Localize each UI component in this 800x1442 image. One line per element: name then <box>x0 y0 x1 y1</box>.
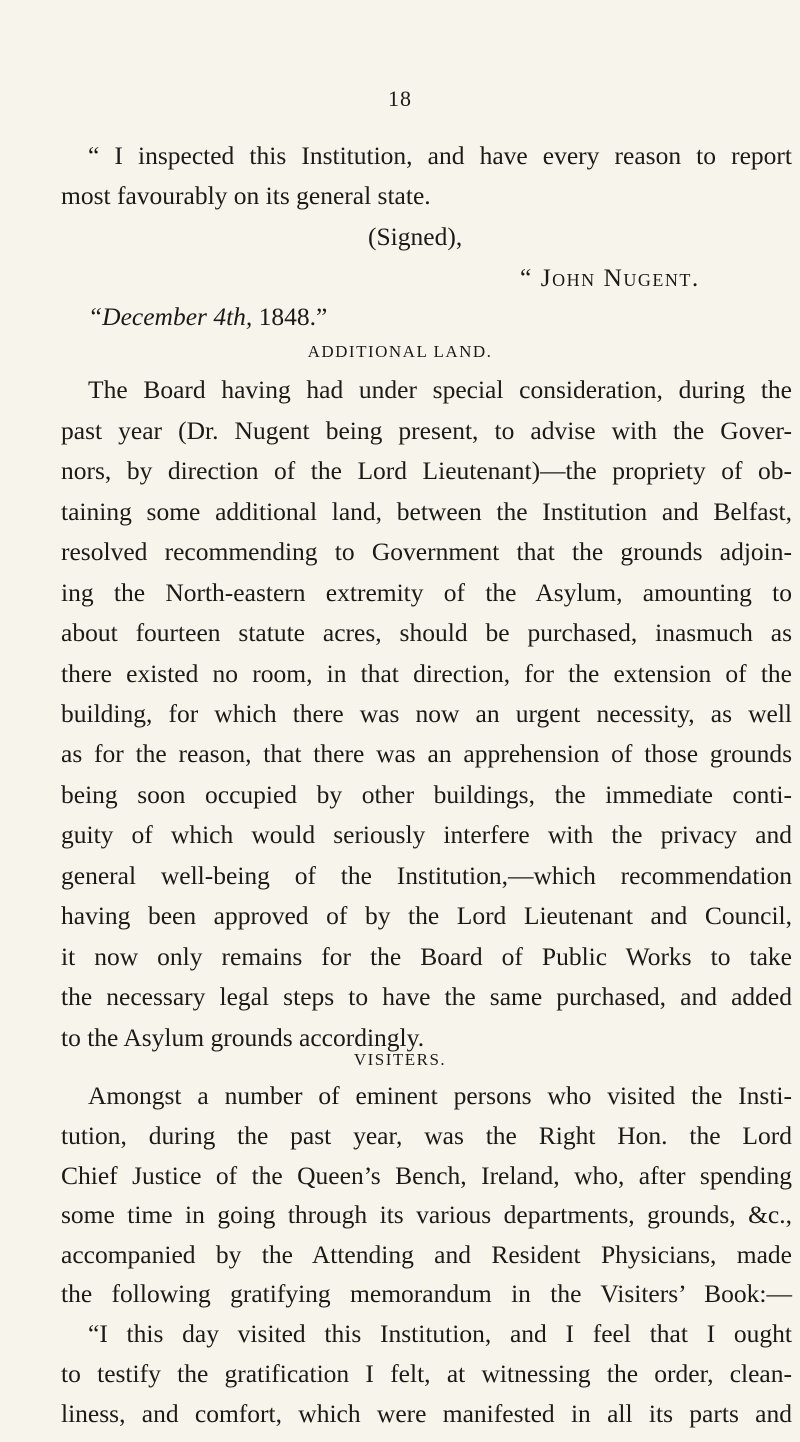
land-line-10: as for the reason, that there was an apprehension of those grounds <box>61 739 792 768</box>
report-line-1: “ I inspected this Institution, and have every reason to report <box>88 141 792 170</box>
land-line-5: resolved recommending to Government that the grounds adjoin- <box>61 537 792 566</box>
land-line-13: general well-being of the Institution,—which recommendation <box>61 861 792 890</box>
visiters-line-5: accompanied by the Attending and Resident Physicians, made <box>61 1240 792 1269</box>
visiters-line-6: the following gratifying memorandum in the Visiters’ Book:— <box>61 1279 792 1308</box>
heading-additional-land: ADDITIONAL LAND. <box>307 342 493 361</box>
visiters-line-3: Chief Justice of the Queen’s Bench, Ireland, who, after spending <box>61 1161 792 1190</box>
land-line-14: having been approved of by the Lord Lieutenant and Council, <box>61 901 792 930</box>
land-line-7: about fourteen statute acres, should be purchased, inasmuch as <box>61 618 792 647</box>
land-line-16: the necessary legal steps to have the same purchased, and added <box>61 982 792 1011</box>
land-line-2: past year (Dr. Nugent being present, to advise with the Gover- <box>61 416 792 445</box>
heading-visiters: VISITERS. <box>353 1050 447 1069</box>
page-number: 18 <box>388 86 412 111</box>
land-line-11: being soon occupied by other buildings, the immediate conti- <box>61 780 792 809</box>
land-line-4: taining some additional land, between the Institution and Belfast, <box>61 497 792 526</box>
report-date-year: 1848.” <box>252 302 328 331</box>
land-line-9: building, for which there was now an urgent necessity, as well <box>61 699 792 728</box>
land-line-12: guity of which would seriously interfere with the privacy and <box>61 820 792 849</box>
report-line-2: most favourably on its general state. <box>61 181 431 210</box>
land-line-3: nors, by direction of the Lord Lieutenant)—the propriety of ob- <box>61 456 792 485</box>
report-date-italic: “December 4th, <box>88 302 253 331</box>
visiters-line-4: some time in going through its various departments, grounds, &c., <box>61 1200 792 1229</box>
land-line-8: there existed no room, in that direction, for the extension of the <box>61 659 792 688</box>
visiters-line-2: tution, during the past year, was the Right Hon. the Lord <box>61 1121 792 1150</box>
visiters-line-7: “I this day visited this Institution, and I feel that I ought <box>88 1319 792 1348</box>
land-line-6: ing the North-eastern extremity of the Asylum, amounting to <box>61 578 792 607</box>
land-line-17: to the Asylum grounds accordingly. <box>61 1023 425 1052</box>
report-date <box>88 301 327 333</box>
land-line-15: it now only remains for the Board of Public Works to take <box>61 942 792 971</box>
report-signed: (Signed), <box>368 222 463 251</box>
visiters-line-1: Amongst a number of eminent persons who visited the Insti- <box>88 1081 792 1110</box>
report-signature: “ John Nugent. <box>520 263 700 292</box>
land-line-1: The Board having had under special consideration, during the <box>88 375 792 404</box>
visiters-line-9: liness, and comfort, which were manifested in all its parts and <box>61 1399 792 1428</box>
visiters-line-8: to testify the gratification I felt, at witnessing the order, clean- <box>61 1359 792 1388</box>
